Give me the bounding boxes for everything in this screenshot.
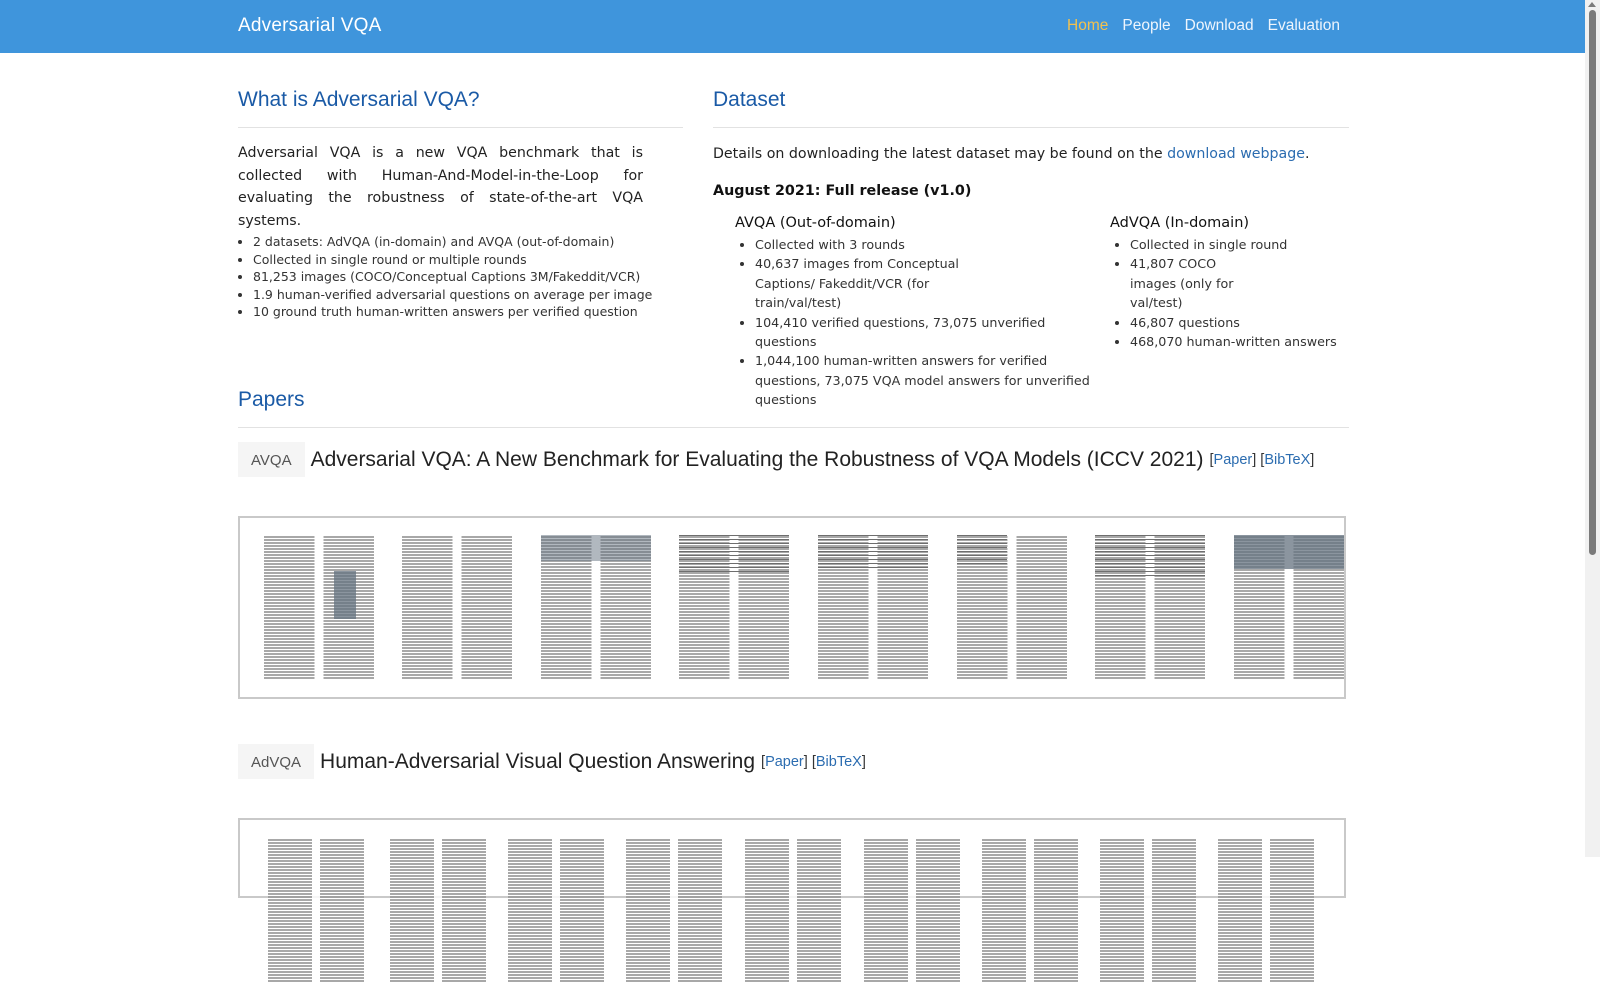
paper-tag-badge: AdVQA [238, 744, 314, 779]
nav-link-home[interactable]: Home [1067, 17, 1109, 34]
dataset-intro [713, 143, 1309, 165]
about-divider [238, 127, 683, 128]
paper-page-thumbnail [679, 535, 789, 680]
about-description: Adversarial VQA is a new VQA benchmark that is collected with Human-And-Model-in-the-Loop for evaluating the robustness of state-of-the-art VQA systems. [238, 145, 643, 229]
paper-links: [Paper] [BibTeX] [1209, 451, 1315, 468]
advqa-details-list [1110, 235, 1350, 351]
list-item: • 1,044,100 human-written answers for verified questions, 73,075 VQA model answers for unverified questions [755, 351, 1105, 409]
paper-page-thumbnail [1218, 838, 1314, 983]
nav-links [1067, 17, 1340, 35]
list-item: • 468,070 human-written answers [1130, 332, 1350, 351]
paper-page-thumbnail [1100, 838, 1196, 983]
paper-title: Human-Adversarial Visual Question Answering [320, 749, 756, 773]
list-item: • 1.9 human-verified adversarial questions on average per image [253, 286, 693, 304]
release-title: August 2021: Full release (v1.0) [713, 183, 972, 199]
scroll-thumb[interactable] [1589, 10, 1596, 555]
dataset-divider [713, 127, 1349, 128]
paper-page-thumbnail [264, 535, 374, 680]
paper-tag-badge: AVQA [238, 442, 305, 477]
list-item: • Collected in single round [1130, 235, 1350, 254]
paper-page-thumbnail [864, 838, 960, 983]
nav-link-download[interactable]: Download [1184, 17, 1254, 34]
thumbnail-strip [240, 820, 1344, 896]
thumbnail-strip [240, 518, 1344, 697]
papers-divider [238, 427, 1349, 428]
paper-links: [Paper] [BibTeX] [761, 753, 866, 770]
scroll-up-arrow-icon[interactable] [1588, 2, 1596, 7]
avqa-details-list [735, 235, 1105, 410]
paper-entry-avqa [238, 442, 1314, 477]
paper-page-thumbnail [268, 838, 364, 983]
download-webpage-link[interactable]: download webpage [1167, 146, 1305, 162]
about-bullets [238, 233, 693, 321]
dataset-intro-period: . [1304, 146, 1310, 162]
paper-page-thumbnail [541, 535, 651, 680]
avqa-column-title: AVQA (Out-of-domain) [735, 215, 896, 231]
paper-page-thumbnail [626, 838, 722, 983]
paper-title: Adversarial VQA: A New Benchmark for Evaluating the Robustness of VQA Models (ICCV 2021) [310, 447, 1204, 471]
paper-page-thumbnail [1234, 535, 1344, 680]
dataset-title: Dataset [713, 88, 786, 111]
paper-page-thumbnail [508, 838, 604, 983]
paper-page-thumbnail [982, 838, 1078, 983]
list-item: • 81,253 images (COCO/Conceptual Captions 3M/Fakeddit/VCR) [253, 268, 693, 286]
page-scrollbar[interactable] [1585, 0, 1600, 857]
paper-pdf-link[interactable]: Paper [765, 753, 804, 770]
paper-page-thumbnail [818, 535, 928, 680]
list-item: • Collected in single round or multiple rounds [253, 251, 693, 269]
paper-entry-advqa [238, 744, 866, 779]
paper-bibtex-link[interactable]: BibTeX [1264, 451, 1311, 468]
list-item: • 40,637 images from Conceptual Captions/ Fakeddit/VCR (for train/val/test) [755, 254, 1010, 312]
paper-page-thumbnail [402, 535, 512, 680]
list-item: • 104,410 verified questions, 73,075 unverified questions [755, 313, 1105, 352]
about-title: What is Adversarial VQA? [238, 88, 480, 111]
paper-thumbnails-advqa[interactable] [238, 818, 1346, 898]
paper-page-thumbnail [957, 535, 1067, 680]
paper-page-thumbnail [745, 838, 841, 983]
advqa-column-title: AdVQA (In-domain) [1110, 215, 1250, 231]
paper-thumbnails-avqa[interactable] [238, 516, 1346, 699]
list-item: • 2 datasets: AdVQA (in-domain) and AVQA (out-of-domain) [253, 233, 693, 251]
list-item: • 41,807 COCO images (only for val/test) [1130, 254, 1260, 312]
dataset-intro-text: Details on downloading the latest dataset may be found on the [713, 146, 1168, 162]
papers-title: Papers [238, 388, 305, 411]
paper-pdf-link[interactable]: Paper [1213, 451, 1253, 468]
list-item: • Collected with 3 rounds [755, 235, 1105, 254]
paper-page-thumbnail [1095, 535, 1205, 680]
site-brand[interactable]: Adversarial VQA [238, 15, 382, 36]
top-navbar [0, 0, 1585, 53]
nav-link-people[interactable]: People [1122, 17, 1171, 34]
paper-bibtex-link[interactable]: BibTeX [815, 753, 862, 770]
list-item: • 10 ground truth human-written answers per verified question [253, 303, 693, 321]
list-item: • 46,807 questions [1130, 313, 1350, 332]
nav-link-evaluation[interactable]: Evaluation [1267, 17, 1340, 34]
paper-page-thumbnail [390, 838, 486, 983]
